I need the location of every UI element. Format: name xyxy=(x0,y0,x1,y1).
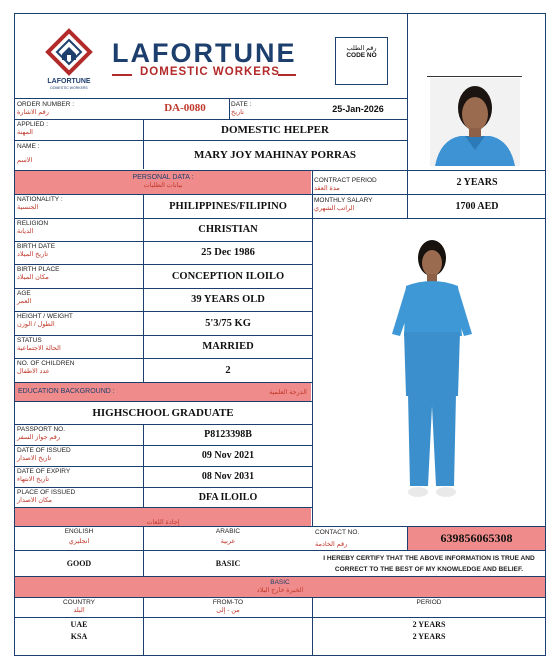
divider xyxy=(14,264,313,265)
field-label-ar: الجنسية xyxy=(17,204,39,211)
contract-value: 2 YEARS xyxy=(456,177,498,188)
divider xyxy=(14,241,313,242)
applied-label: APPLIED : xyxy=(17,121,49,128)
field-value: 39 YEARS OLD xyxy=(191,294,265,305)
divider xyxy=(14,445,313,446)
field-label-ar: الطول / الوزن xyxy=(17,321,55,328)
arabic-value: BASIC xyxy=(215,559,241,568)
logo-tagline: DOMESTIC WORKERS xyxy=(50,86,88,90)
field-label: BIRTH PLACE xyxy=(17,266,60,273)
divider xyxy=(407,13,408,170)
field-label: RELIGION xyxy=(17,220,49,227)
divider xyxy=(14,466,313,467)
applied-label-ar: المهنة xyxy=(17,129,33,136)
field-label-ar: تاريخ الميلاد xyxy=(17,251,49,258)
experience-country: UAE xyxy=(70,619,88,629)
passport-label-ar: تاريخ الانتهاء xyxy=(17,476,50,483)
divider xyxy=(14,358,313,359)
portrait-image xyxy=(430,78,520,166)
logo xyxy=(40,28,98,94)
period-col-header: PERIOD xyxy=(416,599,442,606)
name-label-ar: الاسم xyxy=(17,157,33,164)
date-label-ar: تاريخ xyxy=(231,109,244,116)
brand-tagline: DOMESTIC WORKERS xyxy=(140,66,280,78)
field-label: HEIGHT / WEIGHT xyxy=(17,313,73,320)
passport-label: PASSPORT NO. xyxy=(17,426,66,433)
divider xyxy=(229,98,230,119)
english-label: ENGLISH xyxy=(64,528,94,535)
passport-label-ar: رقم جواز السفر xyxy=(17,434,60,441)
passport-label-ar: مكان الاصدار xyxy=(17,497,53,504)
field-label: BIRTH DATE xyxy=(17,243,56,250)
personal-data-header xyxy=(15,171,311,194)
order-label-ar: رقم الاشارة xyxy=(17,109,49,116)
field-label: STATUS xyxy=(17,337,42,344)
contract-label: CONTRACT PERIOD xyxy=(314,177,377,184)
code-label-ar: رقم الطلب xyxy=(346,45,377,52)
salary-value: 1700 AED xyxy=(455,201,499,212)
languages-label-ar: إجادة اللغات xyxy=(146,519,180,526)
experience-period: 2 YEARS xyxy=(412,631,446,641)
passport-value: 09 Nov 2021 xyxy=(201,450,255,461)
education-header xyxy=(15,383,311,401)
order-label: ORDER NUMBER : xyxy=(17,101,75,108)
field-label: NO. OF CHILDREN xyxy=(17,360,75,367)
contact-label-ar: رقم الخادمة xyxy=(315,541,348,548)
salary-label: MONTHLY SALARY xyxy=(314,197,373,204)
code-box xyxy=(335,37,388,85)
salary-label-ar: الراتب الشهري xyxy=(314,205,355,212)
field-value: MARRIED xyxy=(202,341,254,352)
experience-header xyxy=(15,577,545,597)
field-value: 25 Dec 1986 xyxy=(201,247,255,258)
field-label: NATIONALITY : xyxy=(17,196,63,203)
field-label-ar: الحالة الاجتماعية xyxy=(17,345,61,352)
name-label: NAME : xyxy=(17,143,40,150)
field-value: 5'3/75 KG xyxy=(205,317,251,329)
name-value: MARY JOY MAHINAY PORRAS xyxy=(193,149,357,161)
experience-label: BASIC xyxy=(270,579,290,586)
experience-from-to xyxy=(144,630,312,642)
fromto-col-header-ar: من - إلى xyxy=(216,607,240,614)
brand-name: LAFORTUNE xyxy=(112,38,297,68)
contact-label: CONTACT NO. xyxy=(315,529,360,536)
country-col-header: COUNTRY xyxy=(62,599,96,606)
signature-line xyxy=(427,76,522,77)
divider xyxy=(14,487,313,488)
passport-label: DATE OF EXPIRY xyxy=(17,468,71,475)
date-label: DATE : xyxy=(231,101,252,108)
divider xyxy=(14,288,313,289)
brand-tagline-line-right xyxy=(278,74,296,76)
experience-label-ar: الخبرة خارج البلاد xyxy=(256,587,304,594)
divider xyxy=(14,98,408,99)
date-value: 25-Jan-2026 xyxy=(332,104,384,114)
field-value: CHRISTIAN xyxy=(198,224,258,235)
passport-value: DFA ILOILO xyxy=(198,491,258,503)
english-label-ar: انجليزي xyxy=(68,538,90,545)
logo-name: LAFORTUNE xyxy=(47,78,91,85)
divider xyxy=(14,335,313,336)
divider xyxy=(312,550,546,551)
order-number: DA-0080 xyxy=(164,102,206,114)
divider xyxy=(14,311,313,312)
brand-tagline-line-left xyxy=(112,74,132,76)
portrait-photo xyxy=(430,78,520,166)
field-value: 2 xyxy=(225,364,231,376)
personal-data-label: PERSONAL DATA : xyxy=(132,174,194,181)
experience-country: KSA xyxy=(70,631,88,641)
passport-value: 08 Nov 2031 xyxy=(201,471,255,482)
full-body-photo xyxy=(380,236,480,508)
field-label-ar: الديانة xyxy=(17,228,34,235)
passport-label: DATE OF ISSUED xyxy=(17,447,71,454)
contact-value: 639856065308 xyxy=(408,527,545,550)
english-value: GOOD xyxy=(66,559,92,568)
languages-header xyxy=(15,508,311,526)
experience-period: 2 YEARS xyxy=(412,619,446,629)
passport-label: PLACE OF ISSUED xyxy=(17,489,76,496)
education-label: EDUCATION BACKGROUND : xyxy=(18,388,115,395)
divider xyxy=(312,218,546,219)
field-label-ar: العمر xyxy=(17,298,32,305)
passport-value: P8123398B xyxy=(204,429,252,440)
education-value: HIGHSCHOOL GRADUATE xyxy=(92,407,234,419)
divider xyxy=(14,218,313,219)
arabic-label-ar: عربية xyxy=(220,538,236,545)
field-label: AGE xyxy=(17,290,31,297)
arabic-label: ARABIC xyxy=(215,528,241,535)
field-value: PHILIPPINES/FILIPINO xyxy=(169,200,287,212)
contract-label-ar: مدة العقد xyxy=(314,185,340,192)
divider xyxy=(14,597,546,598)
certify-text: I HEREBY CERTIFY THAT THE ABOVE INFORMATION IS TRUE AND CORRECT TO THE BEST OF MY KNOWLEDGE AND BELIEF. xyxy=(323,555,535,573)
education-label-ar: الدرجة العلمية xyxy=(269,389,307,396)
country-col-header-ar: البلد xyxy=(73,607,85,614)
field-label-ar: عدد الاطفال xyxy=(17,368,50,375)
passport-label-ar: تاريخ الاصدار xyxy=(17,455,52,462)
experience-from-to xyxy=(144,618,312,630)
field-value: CONCEPTION ILOILO xyxy=(171,270,285,282)
field-label-ar: مكان الميلاد xyxy=(17,274,49,281)
full-body-image xyxy=(380,236,480,508)
fromto-col-header: FROM-TO xyxy=(212,599,244,606)
code-label: CODE NO xyxy=(346,52,377,59)
applied-value: DOMESTIC HELPER xyxy=(221,123,329,136)
personal-data-label-ar: بيانات الطلبات xyxy=(143,182,183,189)
